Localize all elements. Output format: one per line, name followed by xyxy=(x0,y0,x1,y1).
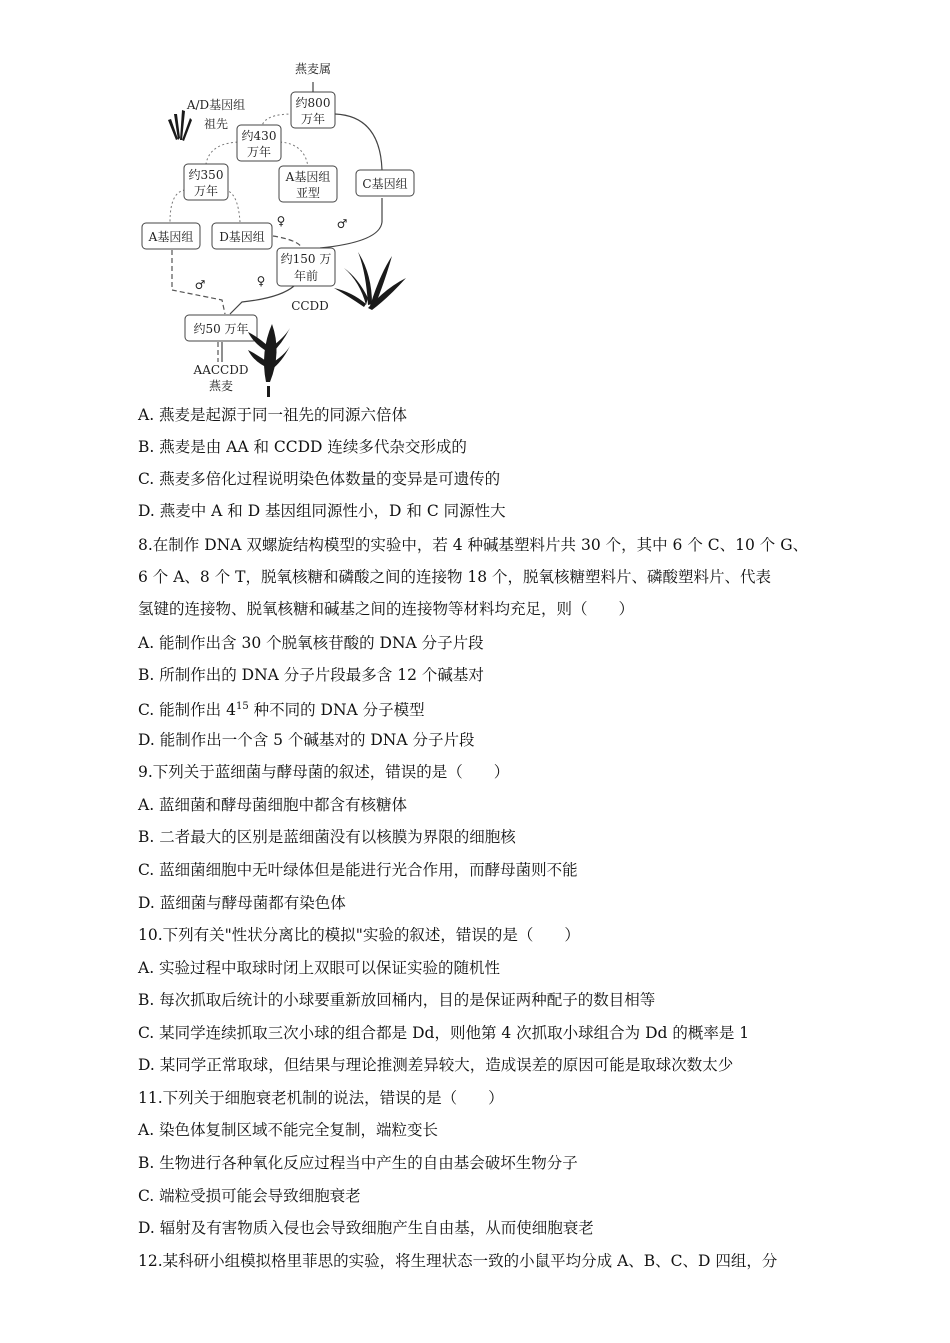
connector-800-to-c xyxy=(335,114,382,170)
q9-option-b: B. 二者最大的区别是蓝细菌没有以核膜为界限的细胞核 xyxy=(138,828,516,846)
q10-option-a: A. 实验过程中取球时闭上双眼可以保证实验的随机性 xyxy=(138,959,501,977)
q8-option-a: A. 能制作出含 30 个脱氧核苷酸的 DNA 分子片段 xyxy=(138,634,484,652)
q8-stem-line1: 8.在制作 DNA 双螺旋结构模型的实验中，若 4 种碱基塑料片共 30 个，其中 6 个 C、10 个 G、 xyxy=(138,536,809,554)
box-350-line1: 约350 xyxy=(188,168,224,182)
box-50-label: 约50 万年 xyxy=(193,322,249,336)
box-430-line2: 万年 xyxy=(246,145,272,159)
q11-option-d: D. 辐射及有害物质入侵也会导致细胞产生自由基，从而使细胞衰老 xyxy=(138,1219,594,1237)
q8-stem-line3: 氢键的连接物、脱氧核糖和碱基之间的连接物等材料均充足，则（ ） xyxy=(138,600,635,618)
box-430-line1: 约430 xyxy=(241,129,277,143)
q10-stem: 10.下列有关"性状分离比的模拟"实验的叙述，错误的是（ ） xyxy=(138,926,580,944)
q12-stem: 12.某科研小组模拟格里菲思的实验，将生理状态一致的小鼠平均分成 A、B、C、D 四组，分 xyxy=(138,1252,778,1270)
box-a-genome-label: A基因组 xyxy=(148,230,194,244)
q8-option-d: D. 能制作出一个含 5 个碱基对的 DNA 分子片段 xyxy=(138,731,475,749)
male-symbol-1: ♂ xyxy=(336,217,348,231)
q9-option-c: C. 蓝细菌细胞中无叶绿体但是能进行光合作用，而酵母菌则不能 xyxy=(138,861,578,879)
q9-option-a: A. 蓝细菌和酵母菌细胞中都含有核糖体 xyxy=(138,796,408,814)
ancestor-label-line1: A/D基因组 xyxy=(186,98,246,112)
box-c-genome-label: C基因组 xyxy=(362,177,408,191)
q9-stem: 9.下列关于蓝细菌与酵母菌的叙述，错误的是（ ） xyxy=(138,763,510,781)
tetraploid-grass-plant-icon xyxy=(334,252,406,310)
q10-option-d: D. 某同学正常取球，但结果与理论推测差异较大，造成误差的原因可能是取球次数太少 xyxy=(138,1056,734,1074)
q8-option-c-suffix: 种不同的 DNA 分子模型 xyxy=(248,701,425,720)
q11-option-a: A. 染色体复制区域不能完全复制，端粒变长 xyxy=(138,1121,439,1139)
oat-evolution-diagram xyxy=(130,52,420,397)
q7-option-c: C. 燕麦多倍化过程说明染色体数量的变异是可遗传的 xyxy=(138,470,501,488)
q7-option-a: A. 燕麦是起源于同一祖先的同源六倍体 xyxy=(138,406,408,424)
q8-stem-line2: 6 个 A、8 个 T，脱氧核糖和磷酸之间的连接物 18 个，脱氧核糖塑料片、磷酸塑料片、代表 xyxy=(138,568,772,586)
aaccdd-label: AACCDD xyxy=(193,363,249,377)
female-symbol-2: ♀ xyxy=(256,274,266,288)
q10-option-c: C. 某同学连续抓取三次小球的组合都是 Dd，则他第 4 次抓取小球组合为 Dd 的概率是 1 xyxy=(138,1024,750,1042)
box-150-line2: 年前 xyxy=(293,269,319,283)
q8-option-c-prefix: C. 能制作出 4 xyxy=(138,701,236,720)
connector-430-to-asub xyxy=(280,142,308,167)
oat-label: 燕麦 xyxy=(208,379,234,393)
q8-option-c-exponent: 15 xyxy=(235,701,249,712)
connector-350-to-a xyxy=(170,190,185,222)
q11-option-c: C. 端粒受损可能会导致细胞衰老 xyxy=(138,1187,361,1205)
q10-option-b: B. 每次抓取后统计的小球要重新放回桶内，目的是保证两种配子的数目相等 xyxy=(138,991,656,1009)
q8-option-b: B. 所制作出的 DNA 分子片段最多含 12 个碱基对 xyxy=(138,666,484,684)
genus-label: 燕麦属 xyxy=(294,62,332,76)
connector-800-to-430 xyxy=(262,114,293,126)
ancestor-label-line2: 祖先 xyxy=(203,117,229,131)
female-symbol-1: ♀ xyxy=(276,214,286,228)
q11-stem: 11.下列关于细胞衰老机制的说法，错误的是（ ） xyxy=(138,1089,504,1107)
q9-option-d: D. 蓝细菌与酵母菌都有染色体 xyxy=(138,894,346,912)
connector-c-to-150 xyxy=(320,198,382,248)
q11-option-b: B. 生物进行各种氧化反应过程当中产生的自由基会破坏生物分子 xyxy=(138,1154,578,1172)
box-150-line1: 约150 万 xyxy=(280,252,332,266)
q8-option-c xyxy=(138,697,425,720)
box-800-line2: 万年 xyxy=(300,112,326,126)
box-350-line2: 万年 xyxy=(193,184,219,198)
box-a-subtype-line1: A基因组 xyxy=(285,170,331,184)
box-a-subtype-line2: 亚型 xyxy=(295,186,321,200)
box-800-line1: 约800 xyxy=(295,96,331,110)
male-symbol-2: ♂ xyxy=(194,278,206,292)
box-d-genome-label: D基因组 xyxy=(219,230,265,244)
q7-option-b: B. 燕麦是由 AA 和 CCDD 连续多代杂交形成的 xyxy=(138,438,467,456)
ccdd-label: CCDD xyxy=(291,299,329,313)
connector-d-to-150 xyxy=(273,236,302,248)
connector-150-to-50 xyxy=(230,286,294,314)
small-grass-plant-icon xyxy=(168,110,192,141)
q7-option-d: D. 燕麦中 A 和 D 基因组同源性小，D 和 C 同源性大 xyxy=(138,502,506,520)
